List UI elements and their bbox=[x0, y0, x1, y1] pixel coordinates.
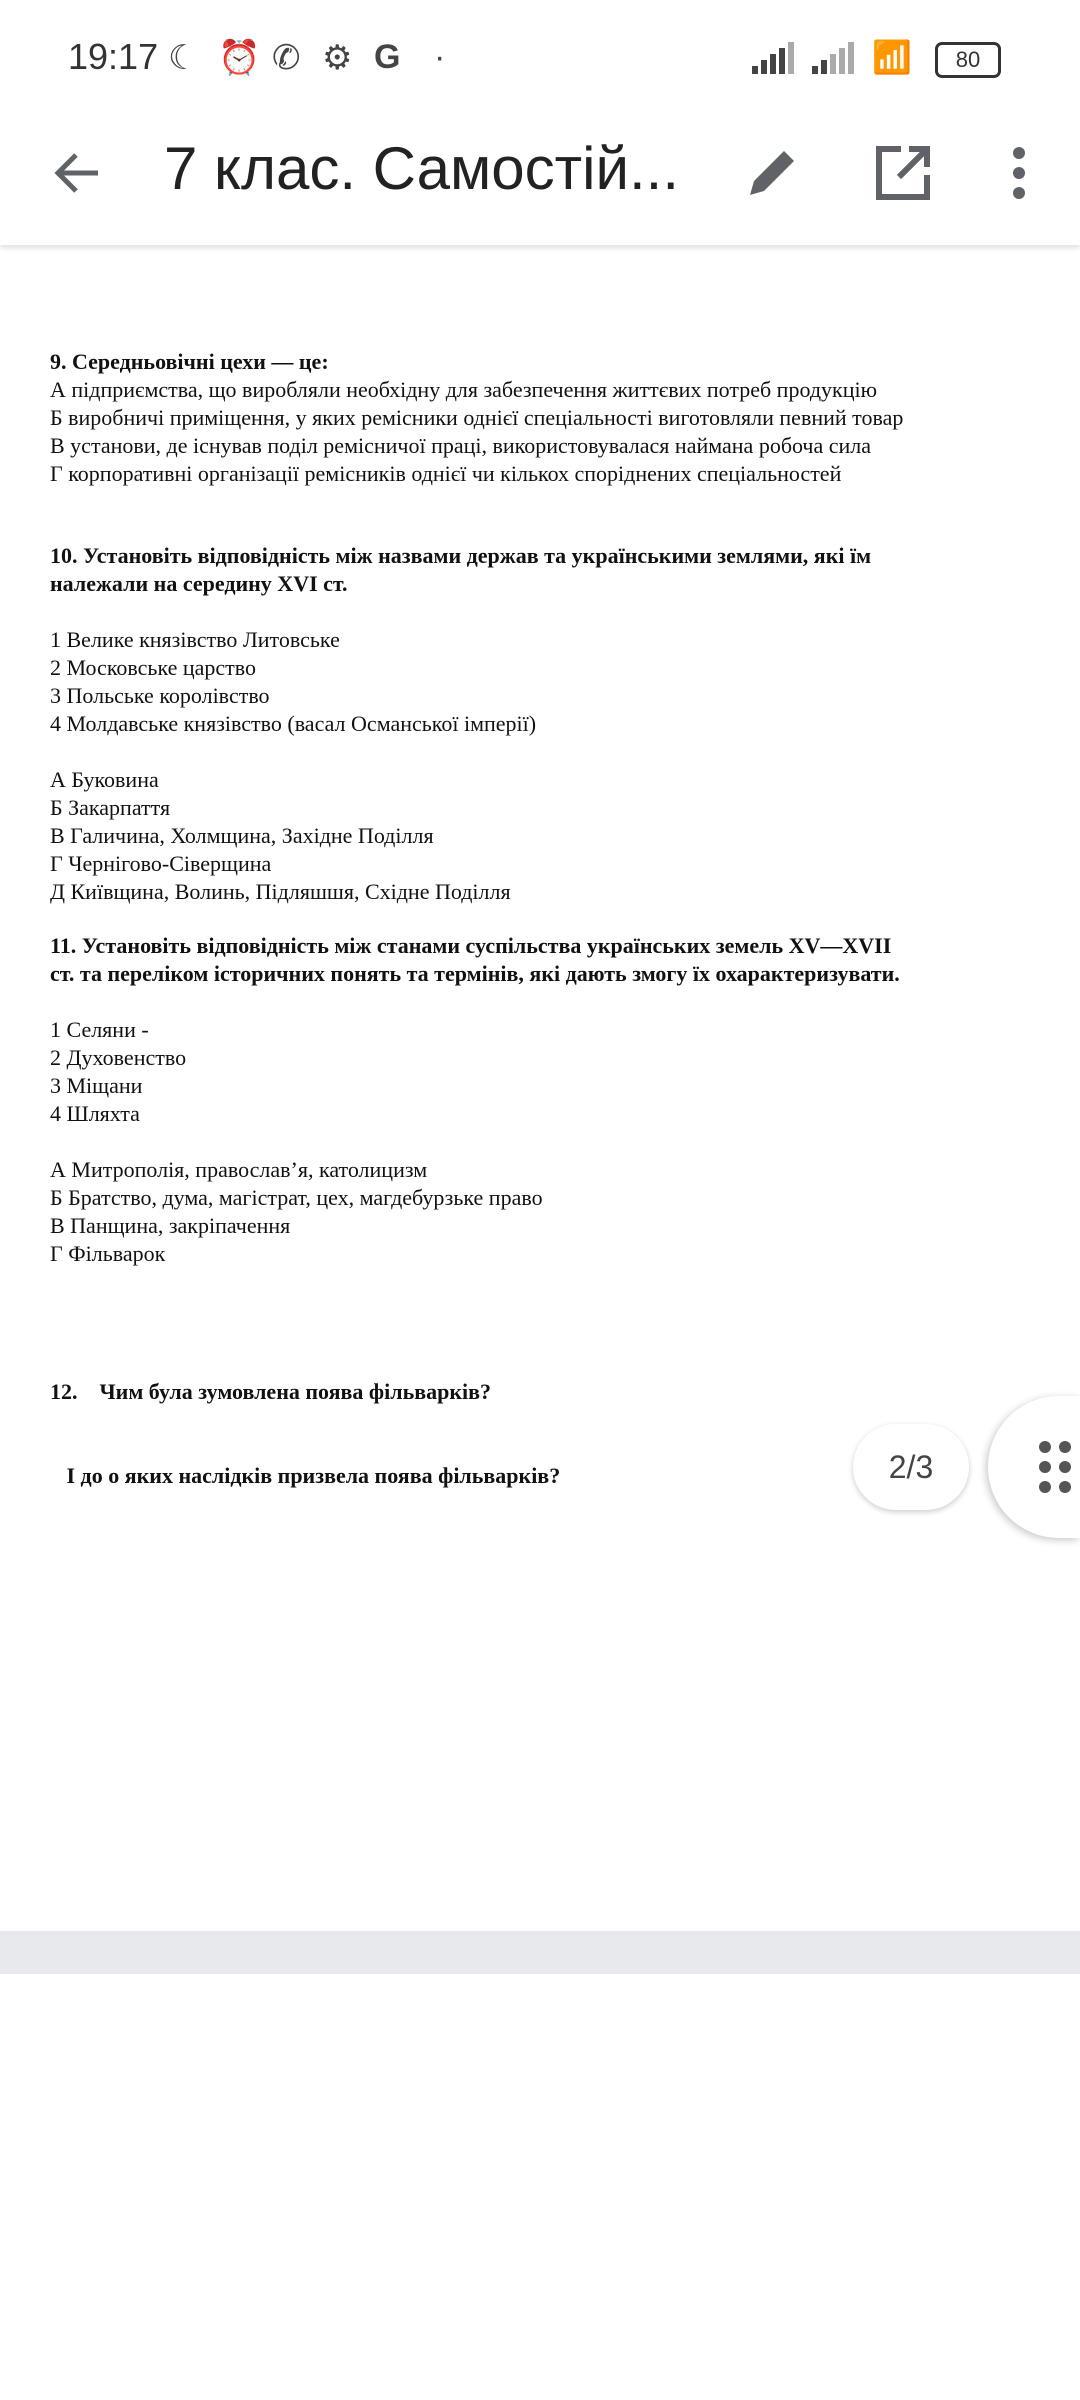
app-bar bbox=[0, 110, 1080, 245]
item: 2 Московське царство bbox=[50, 655, 257, 680]
question-title: 12. Чим була зумовлена поява фільварків? bbox=[50, 1379, 492, 1404]
option: Г Фільварок bbox=[50, 1241, 166, 1266]
option: Г Чернігово-Сіверщина bbox=[50, 851, 272, 876]
edit-button[interactable] bbox=[737, 138, 807, 208]
signal-icon bbox=[752, 40, 862, 76]
option: В Панщина, закріпачення bbox=[50, 1213, 291, 1238]
option: Б Закарпаття bbox=[50, 795, 171, 820]
page-indicator bbox=[853, 1424, 969, 1510]
moon-icon: ☾ bbox=[168, 39, 199, 77]
battery-level: 80 bbox=[955, 47, 981, 72]
option: В установи, де існував поділ ремісничої праці, використовувалася наймана робоча сила bbox=[50, 433, 872, 458]
question-11 bbox=[50, 932, 1050, 1268]
option: А Буковина bbox=[50, 767, 159, 792]
option: Г корпоративні організації ремісників однієї чи кількох споріднених спеціальностей bbox=[50, 461, 842, 486]
question-title: 11. Установіть відповідність між станами суспільства українських земель XV—XVII bbox=[50, 933, 892, 958]
question-10 bbox=[50, 542, 1050, 906]
back-button[interactable] bbox=[42, 138, 112, 208]
arrow-left-icon bbox=[52, 151, 102, 195]
item: 3 Міщани bbox=[50, 1073, 143, 1098]
page-number: 2/3 bbox=[888, 1448, 934, 1485]
option: А Митрополія, православ’я, католицизм bbox=[50, 1157, 428, 1182]
item: 3 Польське королівство bbox=[50, 683, 270, 708]
more-vert-icon bbox=[1009, 145, 1029, 201]
option: Д Київщина, Волинь, Підляшшя, Східне Поділля bbox=[50, 879, 511, 904]
question-title: належали на середину XVI ст. bbox=[50, 571, 348, 596]
item: 4 Молдавське князівство (васал Османської імперії) bbox=[50, 711, 537, 736]
gear-icon: ⚙ bbox=[322, 39, 353, 77]
open-external-button[interactable] bbox=[868, 138, 938, 208]
more-menu-button[interactable] bbox=[984, 138, 1054, 208]
google-icon: G bbox=[374, 38, 401, 76]
question-9 bbox=[50, 348, 1050, 488]
option: В Галичина, Холмщина, Західне Поділля bbox=[50, 823, 434, 848]
option: Б виробничі приміщення, у яких ремісники однієї спеціальності виготовляли певний товар bbox=[50, 405, 904, 430]
item: 1 Велике князівство Литовське bbox=[50, 627, 340, 652]
question-title: І до о яких наслідків призвела поява фільварків? bbox=[50, 1463, 561, 1488]
battery-icon bbox=[935, 42, 1001, 78]
item: 1 Селяни - bbox=[50, 1017, 149, 1042]
question-title: ст. та переліком історичних понять та термінів, які дають змогу їх охарактеризувати. bbox=[50, 961, 900, 986]
page-separator bbox=[0, 1931, 1080, 1974]
option: А підприємства, що виробляли необхідну для забезпечення життєвих потреб продукцію bbox=[50, 377, 878, 402]
question-title: 10. Установіть відповідність між назвами держав та українськими землями, які їм bbox=[50, 543, 872, 568]
question-title: 9. Середньовічні цехи — це: bbox=[50, 349, 329, 374]
clock: 19:17 bbox=[68, 36, 159, 77]
viber-icon: ✆ bbox=[272, 39, 301, 77]
status-bar bbox=[0, 0, 1080, 110]
item: 2 Духовенство bbox=[50, 1045, 187, 1070]
wifi-icon: 📶 bbox=[872, 39, 912, 75]
page-title: 7 клас. Самостій... bbox=[164, 135, 680, 202]
open-in-new-icon bbox=[875, 145, 931, 201]
alarm-icon: ⏰ bbox=[218, 39, 261, 77]
item: 4 Шляхта bbox=[50, 1101, 140, 1126]
drag-dots-icon bbox=[1038, 1440, 1072, 1494]
pencil-icon bbox=[744, 145, 800, 201]
option: Б Братство, дума, магістрат, цех, магдебурзьке право bbox=[50, 1185, 543, 1210]
dot-icon: · bbox=[434, 38, 446, 76]
